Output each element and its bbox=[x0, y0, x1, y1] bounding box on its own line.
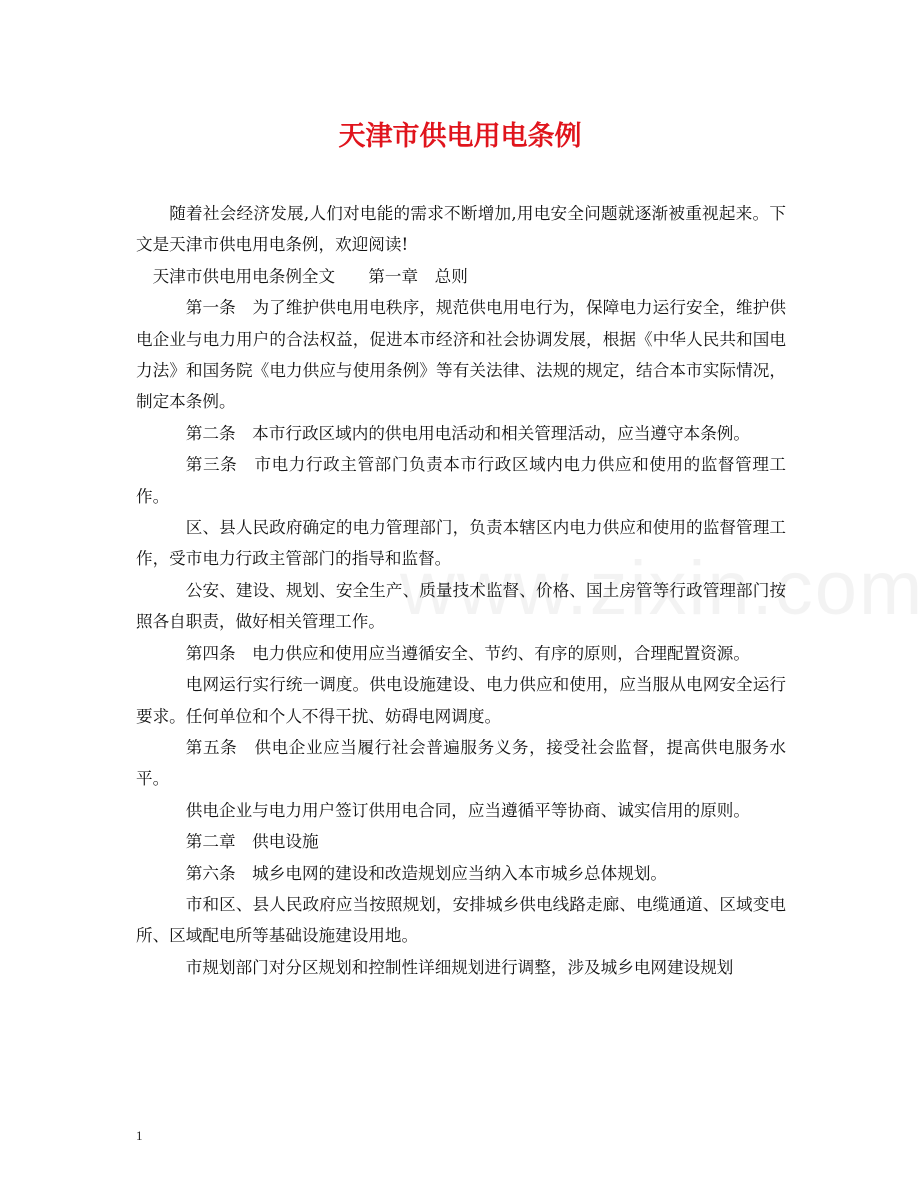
document-title: 天津市供电用电条例 bbox=[338, 121, 582, 152]
paragraph: 市规划部门对分区规划和控制性详细规划进行调整，涉及城乡电网建设规划 bbox=[185, 957, 734, 977]
paragraph: 第六条 城乡电网的建设和改造规划应当纳入本市城乡总体规划。 bbox=[185, 863, 668, 883]
paragraph: 供电企业与电力用户签订供用电合同，应当遵循平等协商、诚实信用的原则。 bbox=[185, 800, 750, 820]
chapter-heading: 第二章 供电设施 bbox=[185, 832, 319, 852]
document-body bbox=[136, 198, 786, 983]
paragraph: 第三条 市电力行政主管部门负责本市行政区域内电力供应和使用的监督管理工作。 bbox=[136, 455, 786, 506]
paragraph: 市和区、县人民政府应当按照规划，安排城乡供电线路走廊、电缆通道、区域变电所、区域配电所等基础设施建设用地。 bbox=[136, 894, 786, 946]
page-number: 1 bbox=[136, 1128, 143, 1143]
paragraph: 第一条 为了维护供电用电秩序，规范供电用电行为，保障电力运行安全，维护供电企业与电力用户的合法权益，促进本市经济和社会协调发展，根据《中华人民共和国电力法》和国务院《电力供应与使用条例》等有关法律、法规的规定，结合本市实际情况，制定本条例。 bbox=[136, 298, 786, 412]
paragraph: 随着社会经济发展,人们对电能的需求不断增加,用电安全问题就逐渐被重视起来。下文是天津市供电用电条例，欢迎阅读! bbox=[136, 204, 786, 255]
paragraph: 天津市供电用电条例全文 第一章 总则 bbox=[152, 266, 468, 286]
paragraph: 电网运行实行统一调度。供电设施建设、电力供应和使用，应当服从电网安全运行要求。任何单位和个人不得干扰、妨碍电网调度。 bbox=[136, 675, 786, 726]
paragraph: 公安、建设、规划、安全生产、质量技术监督、价格、国土房管等行政管理部门按照各自职责，做好相关管理工作。 bbox=[136, 580, 786, 632]
paragraph: 第二条 本市行政区域内的供电用电活动和相关管理活动，应当遵守本条例。 bbox=[185, 423, 750, 443]
paragraph: 区、县人民政府确定的电力管理部门，负责本辖区内电力供应和使用的监督管理工作，受市电力行政主管部门的指导和监督。 bbox=[136, 518, 786, 569]
paragraph: 第五条 供电企业应当履行社会普遍服务义务，接受社会监督，提高供电服务水平。 bbox=[136, 737, 786, 789]
paragraph: 第四条 电力供应和使用应当遵循安全、节约、有序的原则，合理配置资源。 bbox=[185, 643, 750, 663]
